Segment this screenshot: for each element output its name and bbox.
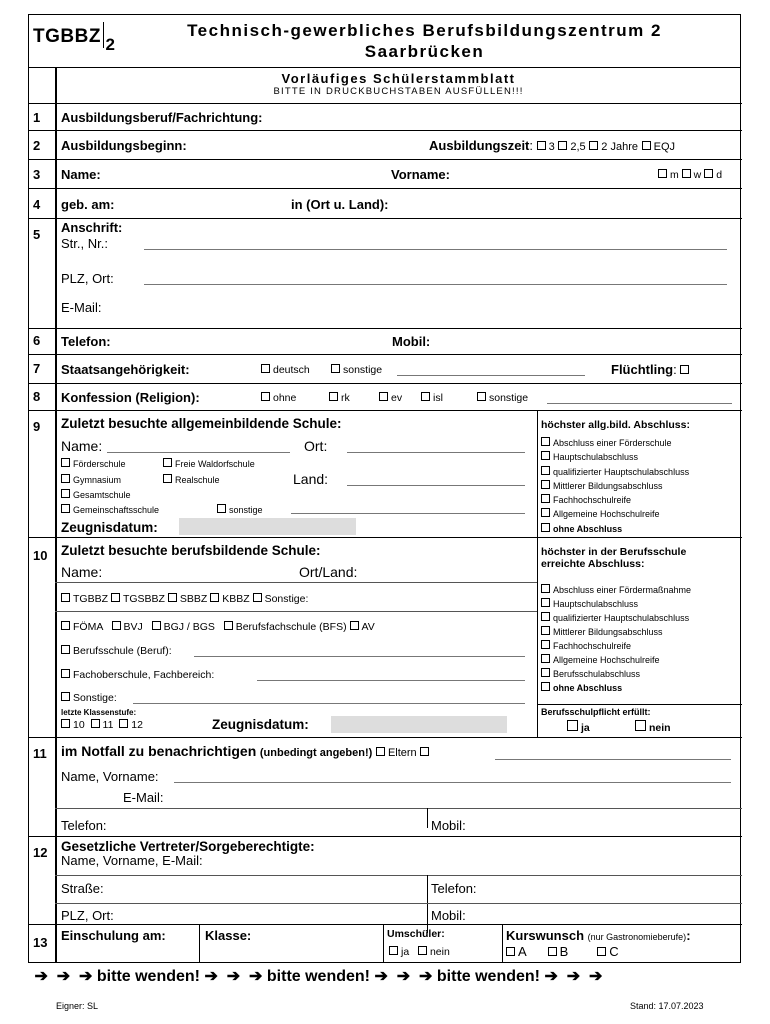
- checkbox[interactable]: [635, 720, 646, 731]
- arrow-right-icon: ➔ ➔ ➔: [370, 968, 437, 985]
- checkbox[interactable]: [420, 747, 429, 756]
- berufsschulpflicht-label: Berufsschulpflicht erfüllt:: [541, 707, 651, 717]
- row-number: 10: [33, 548, 48, 563]
- checkbox[interactable]: [680, 365, 689, 374]
- row-number: 11: [33, 746, 47, 761]
- berufsschule-option: Berufsschule (Beruf):: [61, 645, 172, 657]
- sonstige-field[interactable]: [397, 375, 585, 376]
- schulart-realschule: Realschule: [163, 474, 220, 485]
- vertreter-telefon-label: Telefon:: [431, 881, 477, 896]
- ausbildungsbeginn-label: Ausbildungsbeginn:: [61, 138, 187, 153]
- school-name: Technisch-gewerbliches Berufsbildungszentrum 2 Saarbrücken: [187, 21, 662, 61]
- number-column-divider: [55, 67, 57, 962]
- turn-page-hint: ➔ ➔ ➔ bitte wenden! ➔ ➔ ➔ bitte wenden! ➔ ➔ ➔ bitte wenden! ➔ ➔ ➔: [30, 968, 603, 985]
- checkbox[interactable]: [642, 141, 651, 150]
- checkbox[interactable]: [682, 169, 691, 178]
- vertreter-mobil-label: Mobil:: [431, 908, 466, 923]
- divider: [55, 875, 742, 876]
- checkbox[interactable]: [61, 474, 70, 483]
- row-number: 3: [33, 167, 41, 182]
- checkbox[interactable]: [704, 169, 713, 178]
- bs-types-group: FÖMA BVJ BGJ / BGS Berufsfachschule (BFS) AV: [61, 621, 375, 633]
- konfession-label: Konfession (Religion):: [61, 390, 200, 405]
- divider: [427, 808, 428, 828]
- row-number: 13: [33, 935, 48, 950]
- form-header: [29, 15, 740, 68]
- checkbox[interactable]: [541, 640, 550, 649]
- divider: [537, 704, 742, 705]
- notfall-title: im Notfall zu benachrichtigen (unbedingt angeben!) Eltern: [61, 744, 432, 761]
- checkbox[interactable]: [537, 141, 546, 150]
- checkbox[interactable]: [541, 480, 550, 489]
- divider: [29, 218, 742, 219]
- klassenstufe-label: letzte Klassenstufe:: [61, 708, 137, 717]
- checkbox[interactable]: [541, 682, 550, 691]
- ohne-option: ohne: [261, 392, 296, 404]
- schule-land-field[interactable]: [347, 485, 525, 486]
- umschueler-label: Umschüler:: [387, 928, 445, 940]
- checkbox[interactable]: [541, 437, 550, 446]
- checkbox[interactable]: [61, 719, 70, 728]
- pflicht-ja: ja: [567, 720, 590, 734]
- footer-date: Stand: 17.07.2023: [630, 1001, 704, 1011]
- checkbox[interactable]: [350, 621, 359, 630]
- kurswunsch-label: Kurswunsch (nur Gastronomieberufe):: [506, 928, 691, 943]
- schulart-waldorf: Freie Waldorfschule: [163, 458, 255, 469]
- checkbox[interactable]: [61, 593, 70, 602]
- einschulung-label: Einschulung am:: [61, 928, 166, 943]
- bs-abschluss-option: Fachhochschulreife: [541, 639, 691, 653]
- checkbox[interactable]: [541, 508, 550, 517]
- checkbox[interactable]: [376, 747, 385, 756]
- notfall-email-label: E-Mail:: [123, 790, 164, 805]
- checkbox[interactable]: [163, 474, 172, 483]
- berufsschule-field[interactable]: [194, 656, 525, 657]
- abschluss-option: Abschluss einer Förderschule: [541, 436, 689, 450]
- abschluss-option: Fachhochschulreife: [541, 493, 689, 507]
- checkbox[interactable]: [253, 593, 262, 602]
- divider: [29, 159, 742, 160]
- checkbox[interactable]: [477, 392, 486, 401]
- divider: [29, 354, 742, 355]
- checkbox[interactable]: [111, 593, 120, 602]
- checkbox[interactable]: [541, 523, 550, 532]
- divider: [383, 924, 384, 962]
- bs-ortland-label: Ort/Land:: [299, 564, 358, 580]
- form-title: Vorläufiges Schülerstammblatt: [281, 71, 516, 86]
- schulart-sonstige: sonstige: [217, 504, 263, 515]
- kurswunsch-options: A B C: [506, 944, 619, 959]
- checkbox[interactable]: [541, 466, 550, 475]
- checkbox[interactable]: [210, 593, 219, 602]
- checkbox[interactable]: [261, 392, 270, 401]
- bs-abschluss-option: Hauptschulabschluss: [541, 597, 691, 611]
- vertreter-strasse-label: Straße:: [61, 881, 104, 896]
- checkbox[interactable]: [61, 692, 70, 701]
- bs-schools-group: TGBBZ TGSBBZ SBBZ KBBZ Sonstige:: [61, 593, 308, 605]
- checkbox[interactable]: [541, 612, 550, 621]
- row-number: 7: [33, 361, 41, 376]
- umschueler-options: ja nein: [389, 946, 450, 958]
- divider: [29, 130, 742, 131]
- checkbox[interactable]: [597, 947, 606, 956]
- checkbox[interactable]: [61, 504, 70, 513]
- abschluss-title: höchster allg.bild. Abschluss:: [541, 419, 690, 431]
- schule-ort-field[interactable]: [347, 452, 525, 453]
- deutsch-option: deutsch: [261, 364, 310, 376]
- sonstige-option: sonstige: [331, 364, 382, 376]
- divider: [502, 924, 503, 962]
- staatsangehoerigkeit-label: Staatsangehörigkeit:: [61, 362, 190, 377]
- pflicht-nein: nein: [635, 720, 671, 734]
- checkbox[interactable]: [541, 584, 550, 593]
- arrow-right-icon: ➔ ➔ ➔: [540, 968, 603, 985]
- checkbox[interactable]: [548, 947, 557, 956]
- bs-abschluss-option: Mittlerer Bildungsabschluss: [541, 625, 691, 639]
- row-number: 4: [33, 197, 41, 212]
- divider: [29, 836, 742, 837]
- divider: [29, 328, 742, 329]
- berufsbildende-schule-title: Zuletzt besuchte berufsbildende Schule:: [61, 543, 321, 558]
- divider: [29, 410, 742, 411]
- school-logo: TGBBZ 2: [33, 22, 115, 55]
- fachoberschule-option: Fachoberschule, Fachbereich:: [61, 669, 214, 681]
- name-label: Name:: [61, 167, 101, 182]
- sonstige-option: sonstige: [477, 392, 528, 404]
- abschluss-option: ohne Abschluss: [541, 522, 689, 536]
- bs-sonstige-option: Sonstige:: [61, 692, 117, 704]
- gender-group: m w d: [658, 169, 722, 181]
- checkbox[interactable]: [61, 621, 70, 630]
- abschluss-list: [541, 436, 689, 536]
- schulart-gesamtschule: Gesamtschule: [61, 489, 131, 500]
- divider: [29, 383, 742, 384]
- divider: [29, 188, 742, 189]
- schulart-sonstige-field[interactable]: [291, 513, 525, 514]
- bs-abschluss-option: Allgemeine Hochschulreife: [541, 653, 691, 667]
- ausbildungsberuf-label: Ausbildungsberuf/Fachrichtung:: [61, 110, 263, 125]
- divider: [29, 103, 742, 104]
- schule-ort-label: Ort:: [304, 438, 328, 454]
- allgemein-schule-title: Zuletzt besuchte allgemeinbildende Schule:: [61, 416, 342, 431]
- row-number: 6: [33, 333, 41, 348]
- bs-abschluss-title: höchster in der Berufsschule erreichte Abschluss:: [541, 546, 687, 570]
- divider: [29, 924, 742, 925]
- zeugnisdatum-label: Zeugnisdatum:: [61, 520, 158, 535]
- checkbox[interactable]: [61, 645, 70, 654]
- checkbox[interactable]: [389, 946, 398, 955]
- checkbox[interactable]: [506, 947, 515, 956]
- rk-option: rk: [329, 392, 350, 404]
- checkbox[interactable]: [541, 451, 550, 460]
- checkbox[interactable]: [421, 392, 430, 401]
- checkbox[interactable]: [567, 720, 578, 731]
- footer-owner: Eigner: SL: [56, 1001, 99, 1011]
- row-number: 12: [33, 845, 48, 860]
- bs-abschluss-list: [541, 583, 691, 695]
- divider: [29, 537, 742, 538]
- notfall-telefon-label: Telefon:: [61, 818, 107, 833]
- fachoberschule-field[interactable]: [257, 680, 525, 681]
- schule-name-label: Name:: [61, 438, 103, 454]
- checkbox[interactable]: [61, 489, 70, 498]
- notfall-name-field[interactable]: [174, 782, 731, 783]
- klasse-label: Klasse:: [205, 928, 252, 943]
- bs-abschluss-option: ohne Abschluss: [541, 681, 691, 695]
- vertreter-title: Gesetzliche Vertreter/Sorgeberechtigte:: [61, 839, 315, 854]
- checkbox[interactable]: [331, 364, 340, 373]
- ausbildungszeit-group: Ausbildungszeit: 3 2,5 2 Jahre EQJ: [429, 138, 676, 153]
- checkbox[interactable]: [541, 668, 550, 677]
- notfall-mobil-label: Mobil:: [431, 818, 466, 833]
- checkbox[interactable]: [112, 621, 121, 630]
- geburtsort-label: in (Ort u. Land):: [291, 197, 389, 212]
- checkbox[interactable]: [217, 504, 226, 513]
- abschluss-option: qualifizierter Hauptschulabschluss: [541, 465, 689, 479]
- checkbox[interactable]: [119, 719, 128, 728]
- row-number: 9: [33, 419, 41, 434]
- divider: [55, 582, 537, 583]
- isl-option: isl: [421, 392, 443, 404]
- checkbox[interactable]: [261, 364, 270, 373]
- abschluss-option: Hauptschulabschluss: [541, 450, 689, 464]
- klassenstufe-group: 10 11 12: [61, 719, 143, 731]
- checkbox[interactable]: [541, 654, 550, 663]
- checkbox[interactable]: [163, 458, 172, 467]
- abschluss-option: Allgemeine Hochschulreife: [541, 507, 689, 521]
- str-label: Str., Nr.:: [61, 236, 108, 251]
- bs-name-label: Name:: [61, 564, 103, 580]
- checkbox[interactable]: [541, 598, 550, 607]
- registration-form: [28, 14, 741, 963]
- schule-name-field[interactable]: [107, 452, 290, 453]
- notfall-name-label: Name, Vorname:: [61, 769, 159, 784]
- email-label: E-Mail:: [61, 300, 102, 315]
- checkbox[interactable]: [224, 621, 233, 630]
- zeugnisdatum-field[interactable]: [179, 518, 356, 535]
- abschluss-option: Mittlerer Bildungsabschluss: [541, 479, 689, 493]
- schulart-foerderschule: Förderschule: [61, 458, 126, 469]
- divider: [199, 924, 200, 962]
- fluechtling-option: Flüchtling:: [611, 362, 692, 377]
- plz-label: PLZ, Ort:: [61, 271, 114, 286]
- schulart-gymnasium: Gymnasium: [61, 474, 121, 485]
- vertreter-sub: Name, Vorname, E-Mail:: [61, 853, 203, 868]
- anschrift-label: Anschrift:: [61, 220, 123, 235]
- checkbox[interactable]: [168, 593, 177, 602]
- row-number: 8: [33, 389, 41, 404]
- row-number: 1: [33, 110, 41, 125]
- divider: [29, 737, 742, 738]
- notfall-other-field[interactable]: [495, 759, 731, 760]
- bs-zeugnisdatum-label: Zeugnisdatum:: [212, 717, 309, 732]
- row-number: 5: [33, 227, 41, 242]
- schule-land-label: Land:: [293, 471, 329, 487]
- checkbox[interactable]: [558, 141, 567, 150]
- checkbox[interactable]: [541, 626, 550, 635]
- form-subtitle: BITTE IN DRUCKBUCHSTABEN AUSFÜLLEN!!!: [273, 86, 524, 97]
- divider: [537, 537, 538, 737]
- divider: [55, 611, 537, 612]
- ev-option: ev: [379, 392, 402, 404]
- bs-abschluss-option: qualifizierter Hauptschulabschluss: [541, 611, 691, 625]
- sonstige-field[interactable]: [547, 403, 732, 404]
- vertreter-plz-label: PLZ, Ort:: [61, 908, 114, 923]
- checkbox[interactable]: [418, 946, 427, 955]
- arrow-right-icon: ➔ ➔ ➔: [200, 968, 267, 985]
- plz-field[interactable]: [144, 284, 727, 285]
- divider: [537, 410, 538, 537]
- bs-abschluss-option: Berufsschulabschluss: [541, 667, 691, 681]
- str-field[interactable]: [144, 249, 727, 250]
- divider: [55, 808, 742, 809]
- telefon-label: Telefon:: [61, 334, 111, 349]
- geb-label: geb. am:: [61, 197, 115, 212]
- schulart-gemeinschaftsschule: Gemeinschaftsschule: [61, 504, 159, 515]
- checkbox[interactable]: [152, 621, 161, 630]
- checkbox[interactable]: [589, 141, 598, 150]
- checkbox[interactable]: [329, 392, 338, 401]
- checkbox[interactable]: [91, 719, 100, 728]
- bs-zeugnisdatum-field[interactable]: [331, 716, 507, 733]
- checkbox[interactable]: [541, 494, 550, 503]
- checkbox[interactable]: [658, 169, 667, 178]
- row-number: 2: [33, 138, 41, 153]
- mobil-label: Mobil:: [392, 334, 431, 349]
- checkbox[interactable]: [61, 458, 70, 467]
- bs-sonstige-field[interactable]: [133, 703, 525, 704]
- bs-abschluss-option: Abschluss einer Fördermaßnahme: [541, 583, 691, 597]
- vorname-label: Vorname:: [391, 167, 450, 182]
- checkbox[interactable]: [61, 669, 70, 678]
- checkbox[interactable]: [379, 392, 388, 401]
- divider: [55, 903, 742, 904]
- arrow-right-icon: ➔ ➔ ➔: [30, 968, 97, 985]
